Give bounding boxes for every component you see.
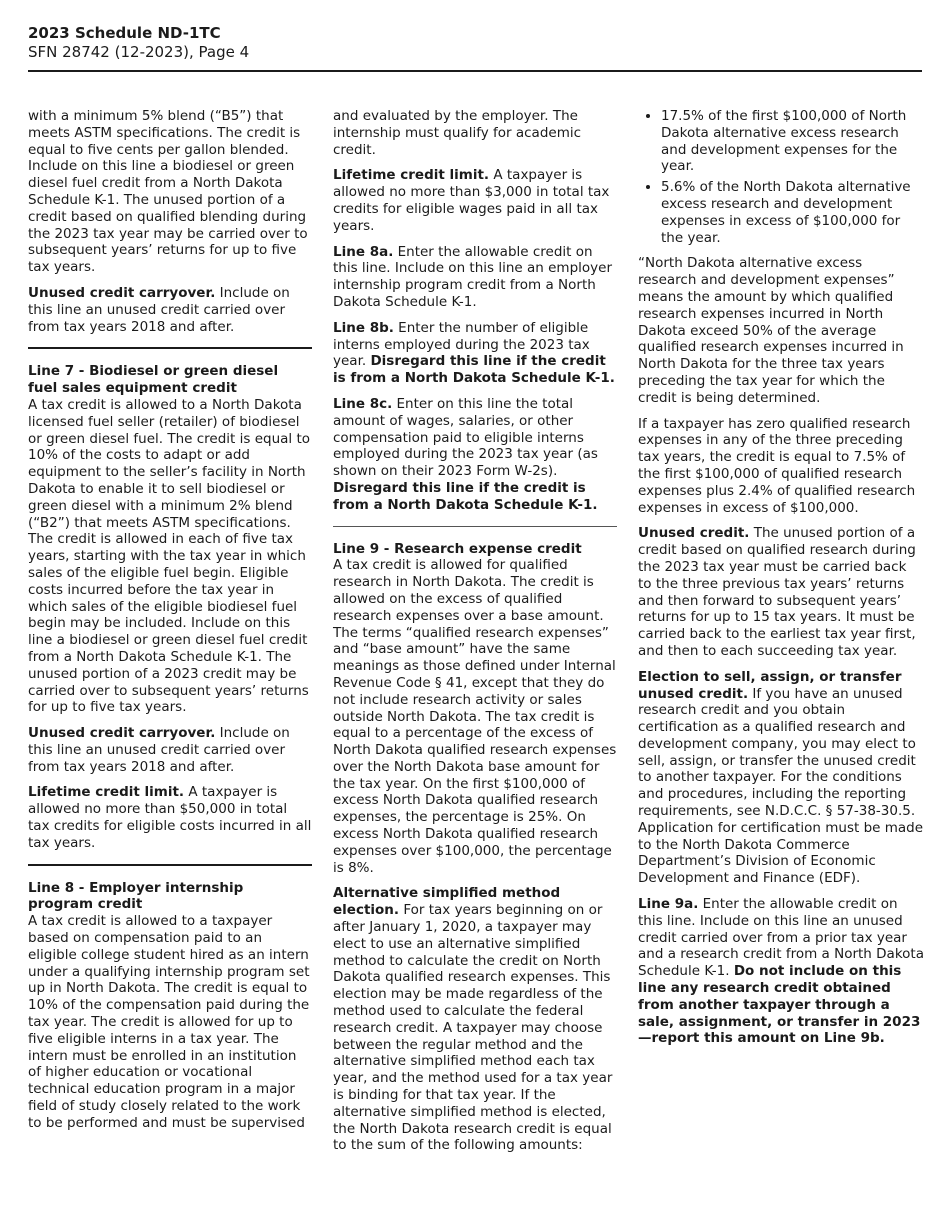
section-divider	[333, 526, 617, 527]
paragraph-lifetime-limit: Lifetime credit limit. A taxpayer is allowed no more than $50,000 in total tax credits for eligible costs incurred in all tax years.	[28, 784, 312, 851]
section-line-8	[28, 880, 312, 1132]
header-divider	[28, 70, 922, 72]
paragraph-unused-credit: Unused credit. The unused portion of a credit based on qualified research during the 2023 tax year must be carried back to the three previous tax years’ returns and then forward to subsequent years’ returns for up to 15 tax years. It must be carried back to the earliest tax year first, and then to each succeeding tax year.	[638, 525, 916, 659]
paragraph-unused-carryover: Unused credit carryover. Include on this line an unused credit carried over from tax years 2018 and after.	[28, 725, 290, 775]
paragraph-lifetime-limit: Lifetime credit limit. A taxpayer is allowed no more than $3,000 in total tax credits for eligible wages paid in all tax years.	[333, 167, 610, 234]
paragraph: and evaluated by the employer. The internship must qualify for academic credit.	[333, 108, 582, 158]
list-item: • 17.5% of the first $100,000 of North Dakota alternative excess research and development expenses for the year.	[661, 108, 924, 175]
paragraph-zero-expenses: If a taxpayer has zero qualified research expenses in any of the three preceding tax years, the credit is equal to 7.5% of the first $100,000 of qualified research expenses plus 2.4% of qualified research expenses in excess of $100,000.	[638, 415, 916, 516]
paragraph-definition: “North Dakota alternative excess research and development expenses” means the amount by which qualified research expenses incurred in North Dakota exceed 50% of the average qualified research expenses incurred in North Dakota for the three tax years preceding the tax year for which the credit is being determined.	[638, 255, 904, 406]
bullet-list	[638, 108, 924, 246]
column-middle	[333, 108, 617, 1163]
section-line-7	[28, 363, 312, 716]
line-7-heading: Line 7 - Biodiesel or green diesel fuel sales equipment credit	[28, 363, 279, 397]
line-8-heading: Line 8 - Employer internship program credit	[28, 879, 244, 913]
paragraph-line-8a: Line 8a. Enter the allowable credit on this line. Include on this line an employer internship program credit from a North Dakota Schedule K-1.	[333, 243, 612, 310]
column-left	[28, 108, 312, 1141]
form-subtitle: SFN 28742 (12-2023), Page 4	[28, 43, 250, 61]
section-divider	[28, 347, 312, 349]
section-divider	[28, 864, 312, 866]
paragraph-line-9a: Line 9a. Enter the allowable credit on this line. Include on this line an unused credit carried over from a prior tax year and a research credit from a North Dakota Schedule K-1. Do not include on this line any research credit obtained from another taxpayer through a sale, assignment, or transfer in 2023—report this amount on Line 9b.	[638, 896, 924, 1047]
form-title: 2023 Schedule ND-1TC	[28, 24, 221, 42]
line-7-text: A tax credit is allowed to a North Dakota licensed fuel seller (retailer) of biodiesel or green diesel fuel. The credit is equal to 10% of the costs to adapt or add equipment to the seller’s facility in North Dakota to enable it to sell biodiesel or green diesel with a minimum 2% blend (“B2”) that meets ASTM specifications. The credit is allowed in each of five tax years, starting with the tax year in which sales of the eligible fuel begin. Eligible costs incurred before the tax year in which sales of the eligible biodiesel fuel begin may be included. Include on this line a biodiesel or green diesel fuel credit from a North Dakota Schedule K-1. The unused portion of a 2023 credit may be carried over to subsequent years’ returns for up to five tax years.	[28, 396, 310, 716]
column-right	[638, 108, 924, 1056]
paragraph-line-8c: Line 8c. Enter on this line the total amount of wages, salaries, or other compensation paid to eligible interns employed during the 2023 tax year (as shown on their 2023 Form W-2s). Disregard this line if the credit is from a North Dakota Schedule K-1.	[333, 395, 598, 513]
list-item: • 5.6% of the North Dakota alternative excess research and development expenses in excess of $100,000 for the year.	[661, 179, 924, 246]
page-header	[28, 24, 249, 62]
paragraph-election-transfer: Election to sell, assign, or transfer unused credit. If you have an unused research credit and you obtain certification as a qualified research and development company, you may elect to sell, assign, or transfer the unused credit to another taxpayer. For the conditions and procedures, including the reporting requirements, see N.D.C.C. § 57-38-30.5. Application for certification must be made to the North Dakota Commerce Department’s Division of Economic Development and Finance (EDF).	[638, 668, 924, 887]
paragraph-alternative-method: Alternative simplified method election. For tax years beginning on or after January 1, 2020, a taxpayer may elect to use an alternative simplified method to calculate the credit on North Dakota qualified research expenses. This election may be made regardless of the method used to calculate the federal research credit. A taxpayer may choose between the regular method and the alternative simplified method each tax year, and the method used for a tax year is binding for that tax year. If the alternative simplified method is elected, the North Dakota research credit is equal to the sum of the following amounts:	[333, 885, 613, 1154]
line-9-text: A tax credit is allowed for qualified research in North Dakota. The credit is allowed on the excess of qualified research expenses over a base amount. The terms “qualified research expenses” and “base amount” have the same meanings as those defined under Internal Revenue Code § 41, except that they do not include research activity or sales outside North Dakota. The tax credit is equal to a percentage of the excess of North Dakota qualified research expenses over the North Dakota base amount for the tax year. On the first $100,000 of excess North Dakota qualified research expenses, the percentage is 25%. On excess North Dakota qualified research expenses over $100,000, the percentage is 8%.	[333, 557, 617, 876]
paragraph-line-8b: Line 8b. Enter the number of eligible interns employed during the 2023 tax year. Disregard this line if the credit is from a North Dakota Schedule K-1.	[333, 319, 615, 387]
line-9-heading: Line 9 - Research expense credit	[333, 540, 582, 557]
paragraph-unused-carryover: Unused credit carryover. Include on this line an unused credit carried over from tax years 2018 and after.	[28, 284, 290, 335]
paragraph: with a minimum 5% blend (“B5”) that meets ASTM specifications. The credit is equal to five cents per gallon blended. Include on this line a biodiesel or green diesel fuel credit from a North Dakota Schedule K-1. The unused portion of a credit based on qualified blending during the 2023 tax year may be carried over to subsequent years’ returns for up to five tax years.	[28, 108, 308, 276]
section-line-9	[333, 541, 617, 877]
line-8-text: A tax credit is allowed to a taxpayer based on compensation paid to an eligible college student hired as an intern under a qualifying internship program set up in North Dakota. The credit is equal to 10% of the compensation paid during the tax year. The credit is allowed for up to five eligible interns in a tax year. The intern must be enrolled in an institution of higher education or vocational technical education program in a major field of study closely related to the work to be performed and must be supervised	[28, 913, 310, 1131]
